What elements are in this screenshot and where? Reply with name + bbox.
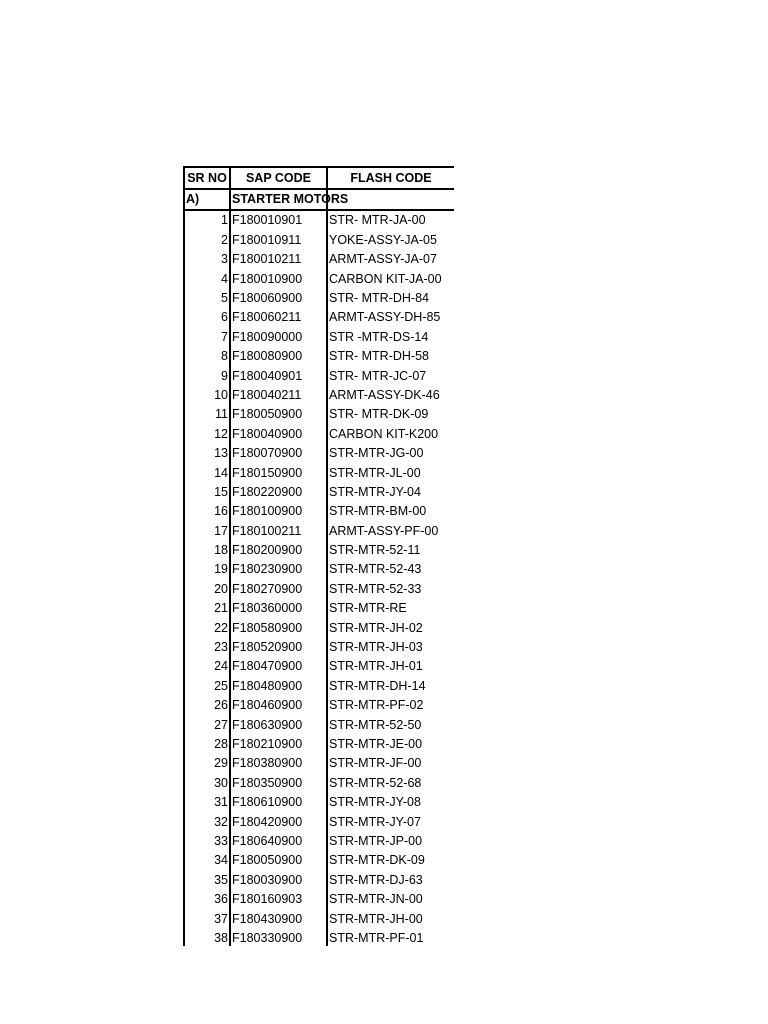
sr-no-cell: 21 [184,599,230,618]
sr-no-cell: 10 [184,386,230,405]
table-row [184,773,454,792]
flash-code-cell: ARMT-ASSY-DH-85 [327,308,454,327]
table-row [184,230,454,249]
sr-no-cell: 22 [184,618,230,637]
sap-code-cell: F180050900 [230,405,327,424]
sap-code-cell: F180100900 [230,502,327,521]
sap-code-cell: F180630900 [230,715,327,734]
table-row [184,579,454,598]
sap-code-cell: F180030900 [230,870,327,889]
table-row [184,793,454,812]
sap-code-cell: F180080900 [230,347,327,366]
sr-no-cell: 5 [184,289,230,308]
flash-code-cell: STR-MTR-JF-00 [327,754,454,773]
table-row [184,347,454,366]
sr-no-cell: 37 [184,909,230,928]
sap-code-cell: F180090000 [230,327,327,346]
flash-code-cell: STR- MTR-DH-84 [327,289,454,308]
flash-code-cell: STR-MTR-DH-14 [327,676,454,695]
table-row [184,676,454,695]
table-row [184,599,454,618]
flash-code-cell: STR-MTR-52-33 [327,579,454,598]
flash-code-cell: STR-MTR-JY-08 [327,793,454,812]
sap-code-cell: F180200900 [230,541,327,560]
table-row [184,502,454,521]
sap-code-cell: F180070900 [230,444,327,463]
table-row [184,560,454,579]
sr-no-cell: 12 [184,424,230,443]
sr-no-cell: 17 [184,521,230,540]
table-row [184,909,454,928]
sr-no-cell: 32 [184,812,230,831]
sap-code-cell: F180010211 [230,250,327,269]
sap-code-cell: F180580900 [230,618,327,637]
flash-code-cell: STR-MTR-JH-00 [327,909,454,928]
table-row [184,482,454,501]
sap-code-cell: F180420900 [230,812,327,831]
flash-code-cell: STR- MTR-JA-00 [327,210,454,230]
sr-no-cell: 11 [184,405,230,424]
flash-code-cell: STR-MTR-52-68 [327,773,454,792]
table-body [184,189,454,946]
flash-code-cell: STR-MTR-JL-00 [327,463,454,482]
sap-code-cell: F180430900 [230,909,327,928]
table-row [184,851,454,870]
sr-no-cell: 14 [184,463,230,482]
table-row [184,444,454,463]
table-row [184,327,454,346]
sr-no-cell: 31 [184,793,230,812]
table-row [184,521,454,540]
sap-code-cell: F180210900 [230,735,327,754]
sap-code-cell: F180520900 [230,638,327,657]
sap-code-cell: F180040900 [230,424,327,443]
sap-code-cell: F180060900 [230,289,327,308]
sr-no-cell: 35 [184,870,230,889]
table-row [184,463,454,482]
table-row [184,308,454,327]
sap-code-cell: F180010911 [230,230,327,249]
flash-code-cell: ARMT-ASSY-DK-46 [327,386,454,405]
table-row [184,210,454,230]
flash-code-cell: STR-MTR-JE-00 [327,735,454,754]
section-row [184,189,454,210]
sr-no-cell: 24 [184,657,230,676]
sr-no-cell: 20 [184,579,230,598]
sr-no-cell: 16 [184,502,230,521]
flash-code-cell: ARMT-ASSY-JA-07 [327,250,454,269]
table-row [184,812,454,831]
sr-no-cell: 8 [184,347,230,366]
sr-no-cell: 19 [184,560,230,579]
sr-no-cell: 30 [184,773,230,792]
sr-no-cell: 33 [184,832,230,851]
sap-code-cell: F180380900 [230,754,327,773]
table-row [184,366,454,385]
flash-code-cell: CARBON KIT-JA-00 [327,269,454,288]
sr-no-cell: 26 [184,696,230,715]
spreadsheet-page [183,166,454,946]
sr-no-cell: 27 [184,715,230,734]
flash-code-cell: STR-MTR-RE [327,599,454,618]
table-row [184,735,454,754]
header-flash-code: FLASH CODE [327,167,454,189]
flash-code-cell: STR-MTR-JH-02 [327,618,454,637]
sr-no-cell: 18 [184,541,230,560]
sap-code-cell: F180150900 [230,463,327,482]
table-row [184,754,454,773]
flash-code-cell: ARMT-ASSY-PF-00 [327,521,454,540]
sr-no-cell: 25 [184,676,230,695]
sap-code-cell: F180010901 [230,210,327,230]
sap-code-cell: F180050900 [230,851,327,870]
table-row [184,696,454,715]
flash-code-cell: STR-MTR-DK-09 [327,851,454,870]
flash-code-cell: STR- MTR-DH-58 [327,347,454,366]
sr-no-cell: 6 [184,308,230,327]
flash-code-cell: STR -MTR-DS-14 [327,327,454,346]
sap-code-cell: F180100211 [230,521,327,540]
flash-code-cell: STR- MTR-DK-09 [327,405,454,424]
sap-code-cell: F180610900 [230,793,327,812]
flash-code-cell: STR-MTR-BM-00 [327,502,454,521]
table-row [184,890,454,909]
table-row [184,657,454,676]
section-marker: A) [184,189,230,210]
table-row [184,289,454,308]
sap-code-cell: F180470900 [230,657,327,676]
flash-code-cell: STR-MTR-JH-01 [327,657,454,676]
sap-code-cell: F180220900 [230,482,327,501]
sap-code-cell: F180460900 [230,696,327,715]
header-row [184,167,454,189]
sr-no-cell: 38 [184,928,230,946]
sr-no-cell: 34 [184,851,230,870]
sap-code-cell: F180330900 [230,928,327,946]
sap-code-cell: F180060211 [230,308,327,327]
table-row [184,832,454,851]
sap-code-cell: F180040901 [230,366,327,385]
sr-no-cell: 7 [184,327,230,346]
flash-code-cell: STR-MTR-JH-03 [327,638,454,657]
sap-code-cell: F180360000 [230,599,327,618]
sap-code-cell: F180480900 [230,676,327,695]
flash-code-cell: STR-MTR-52-11 [327,541,454,560]
sr-no-cell: 4 [184,269,230,288]
sr-no-cell: 28 [184,735,230,754]
flash-code-cell: STR-MTR-PF-02 [327,696,454,715]
table-row [184,424,454,443]
flash-code-cell: STR-MTR-52-50 [327,715,454,734]
flash-code-cell: CARBON KIT-K200 [327,424,454,443]
sr-no-cell: 29 [184,754,230,773]
section-title: STARTER MOTORS [230,189,327,210]
header-sr-no: SR NO [184,167,230,189]
table-row [184,405,454,424]
table-row [184,541,454,560]
flash-code-cell: STR-MTR-JG-00 [327,444,454,463]
sr-no-cell: 15 [184,482,230,501]
flash-code-cell: STR- MTR-JC-07 [327,366,454,385]
table-row [184,269,454,288]
table-row [184,870,454,889]
flash-code-cell: STR-MTR-DJ-63 [327,870,454,889]
sap-code-cell: F180350900 [230,773,327,792]
flash-code-cell: YOKE-ASSY-JA-05 [327,230,454,249]
sr-no-cell: 2 [184,230,230,249]
sr-no-cell: 23 [184,638,230,657]
sap-code-cell: F180040211 [230,386,327,405]
parts-table [183,166,454,946]
flash-code-cell: STR-MTR-PF-01 [327,928,454,946]
sap-code-cell: F180010900 [230,269,327,288]
sap-code-cell: F180230900 [230,560,327,579]
table-row [184,618,454,637]
sr-no-cell: 36 [184,890,230,909]
flash-code-cell: STR-MTR-JY-07 [327,812,454,831]
sr-no-cell: 1 [184,210,230,230]
sap-code-cell: F180160903 [230,890,327,909]
flash-code-cell: STR-MTR-JP-00 [327,832,454,851]
sr-no-cell: 13 [184,444,230,463]
header-sap-code: SAP CODE [230,167,327,189]
sr-no-cell: 3 [184,250,230,269]
flash-code-cell: STR-MTR-JY-04 [327,482,454,501]
flash-code-cell: STR-MTR-52-43 [327,560,454,579]
flash-code-cell: STR-MTR-JN-00 [327,890,454,909]
table-row [184,928,454,946]
sap-code-cell: F180640900 [230,832,327,851]
sap-code-cell: F180270900 [230,579,327,598]
table-row [184,715,454,734]
table-row [184,386,454,405]
sr-no-cell: 9 [184,366,230,385]
table-row [184,638,454,657]
table-row [184,250,454,269]
